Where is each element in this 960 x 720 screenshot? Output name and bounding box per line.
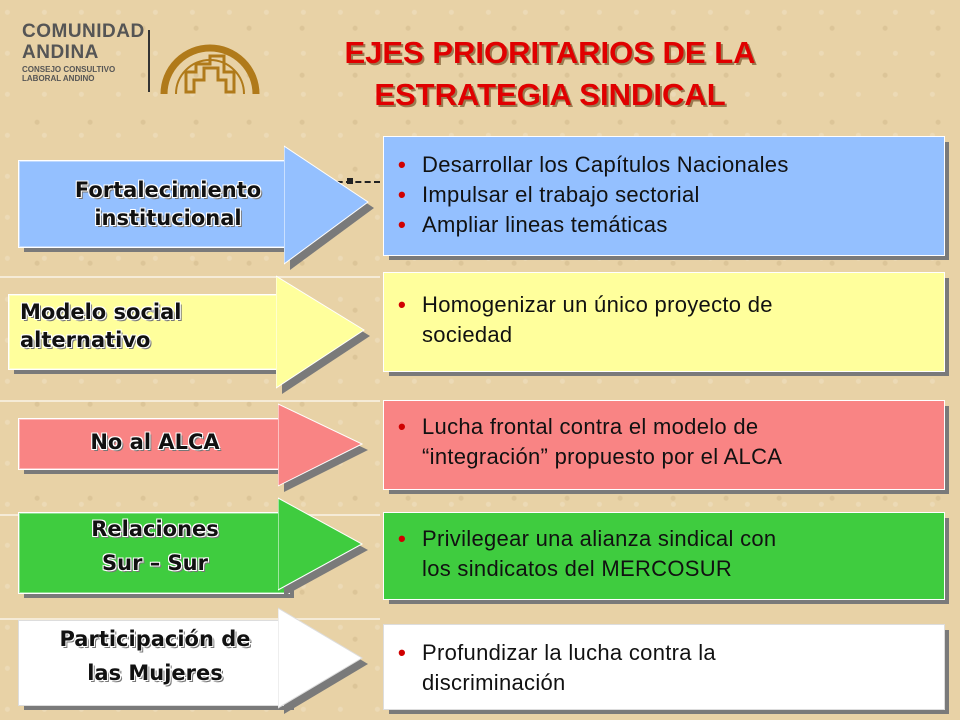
- axis-label-line: Participación de: [59, 627, 251, 651]
- axis-label-line: Sur – Sur: [102, 551, 208, 575]
- bullet-dot-icon: •: [398, 212, 407, 237]
- list-item-text: Profundizar la lucha contra la: [422, 640, 716, 665]
- list-item: [398, 412, 782, 442]
- bullet-dot-icon: •: [398, 640, 407, 665]
- list-item: [398, 290, 773, 320]
- logo-line-4: LABORAL ANDINO: [22, 74, 95, 83]
- list-item: [398, 668, 716, 698]
- logo-line-1: COMUNIDAD: [22, 21, 145, 42]
- comunidad-andina-emblem-icon: [156, 26, 264, 98]
- axis-label-line: Modelo social: [20, 300, 182, 324]
- bullet-dot-icon: •: [398, 414, 407, 439]
- bullet-list: [398, 638, 716, 698]
- list-item-text: Ampliar lineas temáticas: [422, 212, 668, 237]
- logo-line-3: CONSEJO CONSULTIVO: [22, 65, 116, 74]
- title-line-2: ESTRATEGIA SINDICAL: [374, 77, 726, 112]
- logo-divider: [148, 30, 150, 92]
- axis-label-line: Relaciones: [91, 517, 219, 541]
- list-item-text: Lucha frontal contra el modelo de: [422, 414, 759, 439]
- bullet-dot-icon: •: [398, 152, 407, 177]
- list-item-text: los sindicatos del MERCOSUR: [422, 556, 733, 581]
- axis-label-line: las Mujeres: [87, 661, 223, 685]
- list-item: [398, 150, 789, 180]
- axis-label-line: alternativo: [20, 328, 151, 352]
- list-item: [398, 638, 716, 668]
- list-item-text: Impulsar el trabajo sectorial: [422, 182, 700, 207]
- list-item: [398, 320, 773, 350]
- list-item-text: discriminación: [422, 670, 566, 695]
- axis-label-line: institucional: [94, 206, 242, 230]
- title-line-1: EJES PRIORITARIOS DE LA: [344, 35, 756, 70]
- axis-label: [30, 512, 280, 580]
- page-title: [270, 32, 830, 116]
- arrow-right-icon: [278, 606, 374, 718]
- arrow-right-icon: [278, 496, 374, 600]
- axis-label-line: No al ALCA: [90, 430, 220, 454]
- logo-line-2: ANDINA: [22, 42, 99, 63]
- bullet-dot-icon: •: [398, 292, 407, 317]
- list-item: [398, 210, 789, 240]
- list-item: [398, 180, 789, 210]
- list-item: [398, 524, 776, 554]
- list-item-text: Desarrollar los Capítulos Nacionales: [422, 152, 789, 177]
- arrow-right-icon: [278, 402, 374, 496]
- bullet-dot-icon: •: [398, 182, 407, 207]
- bullet-list: [398, 524, 776, 584]
- bullet-list: [398, 412, 782, 472]
- list-item-text: “integración” propuesto por el ALCA: [422, 444, 783, 469]
- list-item: [398, 442, 782, 472]
- list-item-text: Privilegear una alianza sindical con: [422, 526, 777, 551]
- axis-label: [30, 428, 280, 456]
- axis-label: [30, 622, 280, 690]
- bullet-list: [398, 290, 773, 350]
- arrow-right-icon: [284, 144, 380, 274]
- list-item-text: sociedad: [422, 322, 513, 347]
- axis-label-line: Fortalecimiento: [74, 178, 262, 202]
- axis-label: [20, 298, 280, 354]
- axis-label: [48, 176, 288, 232]
- logo-text: [22, 22, 148, 83]
- list-item: [398, 554, 776, 584]
- list-item-text: Homogenizar un único proyecto de: [422, 292, 773, 317]
- bullet-dot-icon: •: [398, 526, 407, 551]
- bullet-list: [398, 150, 789, 240]
- arrow-right-icon: [276, 274, 376, 398]
